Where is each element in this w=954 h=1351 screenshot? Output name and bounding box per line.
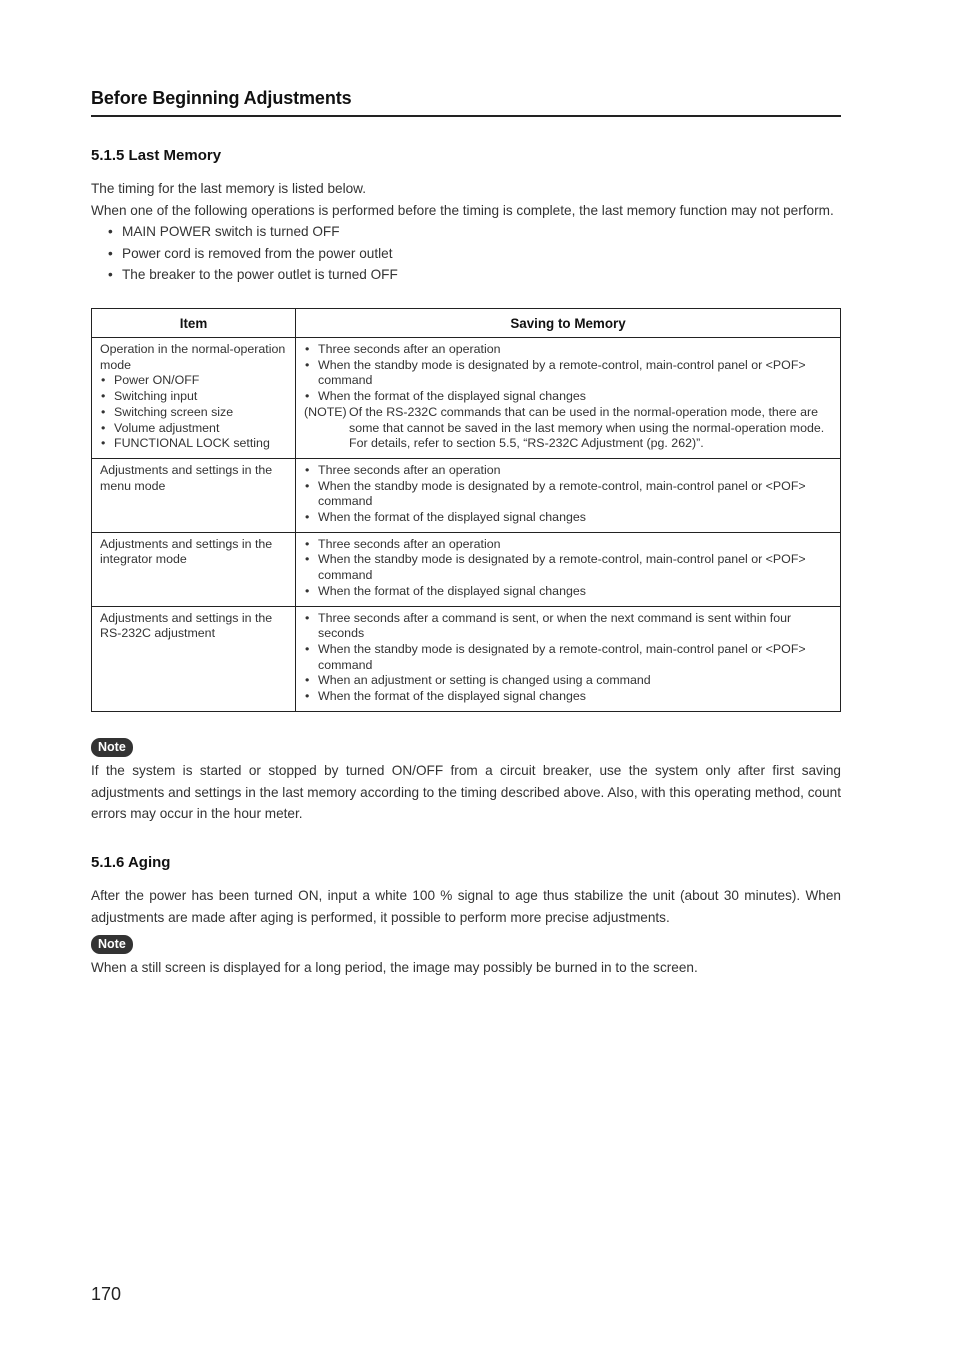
table-row: [92, 338, 841, 459]
page-number: 170: [91, 1284, 122, 1304]
list-item: • When the standby mode is designated by a remote-control, main-control panel or <POF> command: [304, 552, 832, 583]
table-row: [92, 532, 841, 606]
section-last-memory: [91, 147, 841, 286]
saving-cell: [296, 532, 841, 606]
item-operations-list: [100, 373, 287, 452]
section-aging: [91, 854, 841, 928]
note-text: When a still screen is displayed for a long period, the image may possibly be burned in to the screen.: [91, 960, 698, 975]
list-item: • When the standby mode is designated by a remote-control, main-control panel or <POF> command: [304, 479, 832, 510]
list-item: • The breaker to the power outlet is turned OFF: [108, 264, 841, 286]
page-header: [91, 88, 841, 117]
note-block-1: [91, 738, 841, 825]
saving-timing-list: [304, 537, 832, 600]
table-row: [92, 606, 841, 711]
last-memory-table: [91, 308, 841, 712]
item-text: Adjustments and settings in the integrator mode: [100, 536, 273, 567]
saving-cell: [296, 338, 841, 459]
list-item: • When the format of the displayed signal changes: [304, 584, 832, 600]
list-item: • When the format of the displayed signal changes: [304, 389, 832, 405]
list-item: • Power cord is removed from the power outlet: [108, 243, 841, 265]
list-item: • When the format of the displayed signal changes: [304, 689, 832, 705]
operations-list: [91, 221, 841, 286]
list-item: • When the standby mode is designated by a remote-control, main-control panel or <POF> command: [304, 358, 832, 389]
item-cell: [92, 606, 296, 711]
list-item: • MAIN POWER switch is turned OFF: [108, 221, 841, 243]
note-badge: Note: [91, 738, 133, 757]
list-item: • Three seconds after a command is sent, or when the next command is sent within four seconds: [304, 611, 832, 642]
saving-cell: [296, 606, 841, 711]
item-cell: [92, 532, 296, 606]
table-row: [92, 458, 841, 532]
page-title: Before Beginning Adjustments: [91, 88, 352, 108]
intro-paragraph-2: When one of the following operations is performed before the timing is complete, the last memory function may not perform.: [91, 202, 834, 218]
column-header-item: Item: [92, 309, 296, 338]
note-text: If the system is started or stopped by turned ON/OFF from a circuit breaker, use the system only after first saving adjustments and settings in the last memory according to the timing described above. Also, with this operating method, count errors may occur in the hour meter.: [91, 763, 841, 821]
list-item: • Three seconds after an operation: [304, 463, 832, 479]
list-item: • Switching input: [100, 389, 287, 405]
list-item: • Three seconds after an operation: [304, 537, 832, 553]
saving-cell: [296, 458, 841, 532]
note-badge: Note: [91, 935, 133, 954]
section-heading-aging: 5.1.6 Aging: [91, 854, 171, 871]
saving-timing-list: [304, 342, 832, 405]
table-note-text: Of the RS-232C commands that can be used in the normal-operation mode, there are some that cannot be saved in the last memory when using the normal-operation mode. For details, refer to section 5.5, “RS-232C Adjustment (pg. 262)”.: [349, 404, 825, 451]
list-item: • When the format of the displayed signal changes: [304, 510, 832, 526]
note-block-2: [91, 935, 841, 979]
list-item: • When an adjustment or setting is changed using a command: [304, 673, 832, 689]
list-item: • Three seconds after an operation: [304, 342, 832, 358]
section-heading-last-memory: 5.1.5 Last Memory: [91, 147, 222, 164]
table-note-label: (NOTE): [304, 404, 347, 419]
item-cell: [92, 338, 296, 459]
list-item: • FUNCTIONAL LOCK setting: [100, 436, 287, 452]
list-item: • Switching screen size: [100, 405, 287, 421]
list-item: • Power ON/OFF: [100, 373, 287, 389]
item-cell: [92, 458, 296, 532]
saving-timing-list: [304, 611, 832, 705]
aging-paragraph: After the power has been turned ON, input a white 100 % signal to age thus stabilize the unit (about 30 minutes). When adjustments are made after aging is performed, it possible to perform more precise adjustments.: [91, 888, 841, 925]
item-text: Operation in the normal-operation mode: [100, 342, 286, 372]
saving-timing-list: [304, 463, 832, 526]
table-header-row: [92, 309, 841, 338]
item-text: Adjustments and settings in the menu mode: [100, 462, 273, 493]
list-item: • When the standby mode is designated by a remote-control, main-control panel or <POF> command: [304, 642, 832, 673]
intro-paragraph-1: The timing for the last memory is listed below.: [91, 181, 367, 196]
column-header-saving: Saving to Memory: [296, 309, 841, 338]
list-item: • Volume adjustment: [100, 421, 287, 437]
table-note: [304, 405, 832, 452]
item-text: Adjustments and settings in the RS-232C adjustment: [100, 610, 273, 641]
